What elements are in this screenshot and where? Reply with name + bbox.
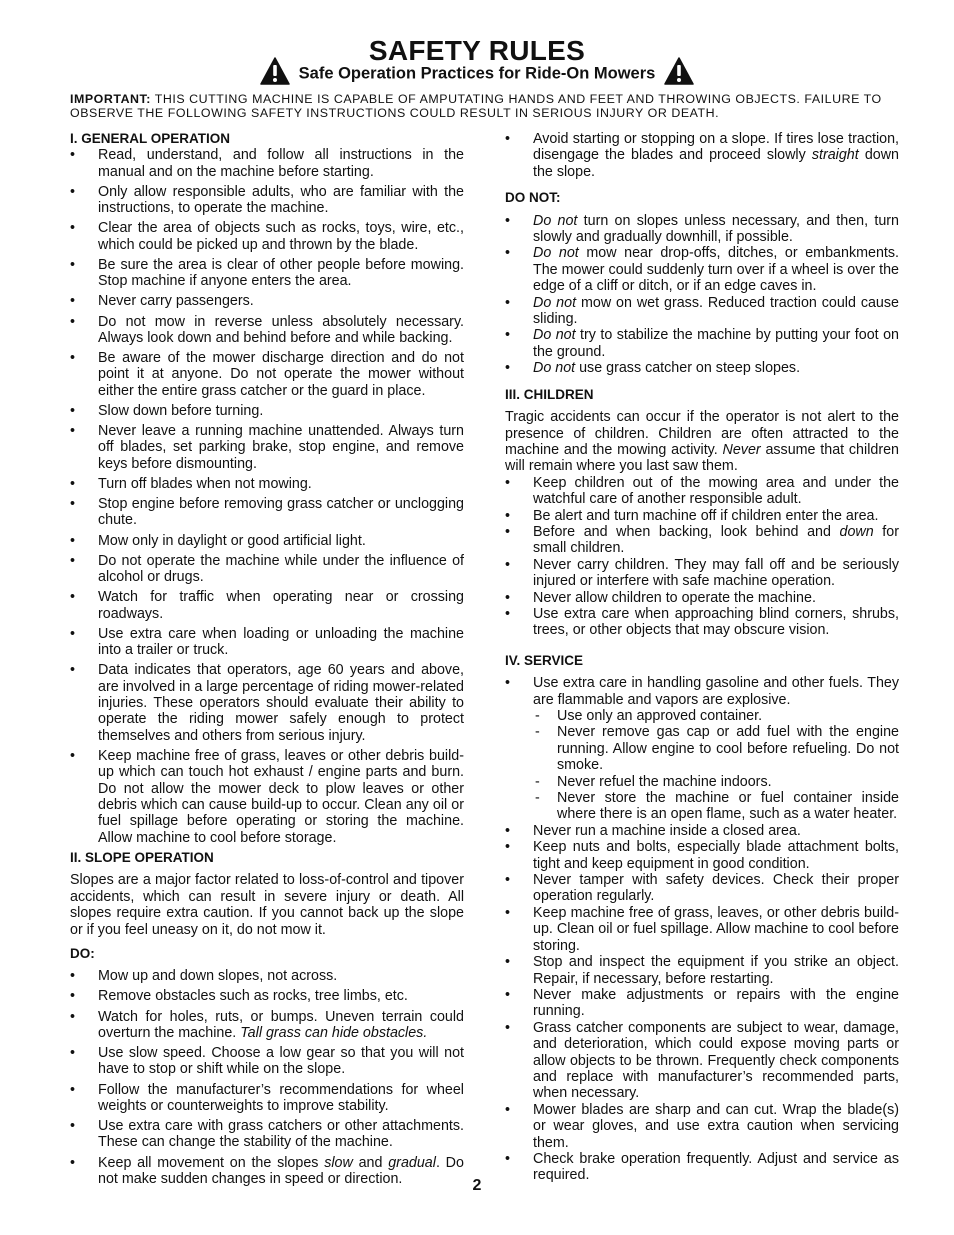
list-item: • Mow up and down slopes, not across. (70, 968, 464, 984)
list-item: • Avoid starting or stopping on a slope. If tires lose traction, disengage the blades and proceed slowly straight down the slope. (505, 131, 899, 180)
subtitle-text: Safe Operation Practices for Ride-On Mowers (298, 64, 656, 83)
list-item: • Read, understand, and follow all instructions in the manual and on the machine before starting. (70, 147, 464, 180)
list-item: • Do not use grass catcher on steep slopes. (505, 360, 899, 376)
list-item: • Only allow responsible adults, who are familiar with the instructions, to operate the machine. (70, 184, 464, 217)
list-item: • Never leave a running machine unattended. Always turn off blades, set parking brake, stop engine, and remove keys before dismounting. (70, 423, 464, 472)
children-heading: III. CHILDREN (505, 386, 594, 402)
children-intro: Tragic accidents can occur if the operator is not alert to the presence of children. Children are often attracted to the machine and the mowing activity. Never assume that children will remain where you last saw them. (505, 409, 899, 475)
important-notice (70, 93, 900, 120)
important-label: IMPORTANT: (70, 92, 151, 106)
list-item: • Never tamper with safety devices. Check their proper operation regularly. (505, 872, 899, 905)
service-list (505, 675, 899, 1184)
list-item: • Use extra care in handling gasoline and other fuels. They are flammable and vapors are explosive. - Use only an approved container. - Never remove gas cap or add fuel with the engine running. Allow engine to cool before refueling. Do not smoke. - Never refuel the machine indoors. - Never store the machine or fuel container inside where there is an open flame, such as a water heater. (505, 675, 899, 823)
list-item: • Use slow speed. Choose a low gear so that you will not have to stop or shift while on the slope. (70, 1045, 464, 1078)
list-item: • Keep machine free of grass, leaves, or other debris build-up. Clean oil or fuel spillage. Allow machine to cool before storing. (505, 905, 899, 954)
list-item: • Slow down before turning. (70, 403, 464, 419)
list-item: • Do not mow on wet grass. Reduced traction could cause sliding. (505, 295, 899, 328)
list-item: • Be aware of the mower discharge direction and do not point it at anyone. Do not operate the mower without either the entire grass catcher or the guard in place. (70, 350, 464, 399)
sub-list-item: - Never refuel the machine indoors. (533, 774, 899, 790)
list-item: • Do not mow in reverse unless absolutely necessary. Always look down and behind before and while backing. (70, 314, 464, 347)
list-item: • Never carry passengers. (70, 293, 464, 309)
list-item: • Check brake operation frequently. Adjust and service as required. (505, 1151, 899, 1184)
list-item: • Use extra care when approaching blind corners, shrubs, trees, or other objects that may obscure vision. (505, 606, 899, 639)
list-item: • Do not turn on slopes unless necessary, and then, turn slowly and gradually downhill, if possible. (505, 213, 899, 246)
list-item: • Use extra care when loading or unloading the machine into a trailer or truck. (70, 626, 464, 659)
do-heading: DO: (70, 945, 95, 961)
do-not-heading: DO NOT: (505, 190, 561, 206)
list-item: • Stop engine before removing grass catcher or unclogging chute. (70, 496, 464, 529)
warning-triangle-icon (260, 57, 290, 85)
list-item: • Use extra care with grass catchers or other attachments. These can change the stability of the machine. (70, 1118, 464, 1151)
important-text: THIS CUTTING MACHINE IS CAPABLE OF AMPUTATING HANDS AND FEET AND THROWING OBJECTS. FAILURE TO OBSERVE THE FOLLOWING SAFETY INSTRUCTIONS COULD RESULT IN SERIOUS INJURY OR DEATH. (70, 92, 882, 120)
list-item: • Mow only in daylight or good artificial light. (70, 533, 464, 549)
list-item: • Data indicates that operators, age 60 years and above, are involved in a large percentage of riding mower-related injuries. These operators should evaluate their ability to operate the riding mower safely enough to protect themselves and others from serious injury. (70, 662, 464, 744)
list-item: • Watch for holes, ruts, or bumps. Uneven terrain could overturn the machine. Tall grass can hide obstacles. (70, 1009, 464, 1042)
slope-intro: Slopes are a major factor related to loss-of-control and tipover accidents, which can result in severe injury or death. All slopes require extra caution. If you cannot back up the slope or if you feel uneasy on it, do not mow it. (70, 872, 464, 938)
list-item: • Never make adjustments or repairs with the engine running. (505, 987, 899, 1020)
page-number: 2 (472, 1177, 482, 1194)
sub-list-item: - Never store the machine or fuel container inside where there is an open flame, such as a water heater. (533, 790, 899, 823)
list-item: • Keep children out of the mowing area and under the watchful care of another responsible adult. (505, 475, 899, 508)
list-item: • Be alert and turn machine off if children enter the area. (505, 508, 899, 524)
list-item: • Clear the area of objects such as rocks, toys, wire, etc., which could be picked up and thrown by the blade. (70, 220, 464, 253)
list-item: • Never run a machine inside a closed area. (505, 823, 899, 839)
list-item: • Turn off blades when not mowing. (70, 476, 464, 492)
do-not-list (505, 213, 899, 377)
right-column (505, 131, 899, 1184)
section-subtitle (0, 60, 954, 88)
list-item: • Do not mow near drop-offs, ditches, or embankments. The mower could suddenly turn over if a wheel is over the edge of a cliff or ditch, or if an edge caves in. (505, 245, 899, 294)
list-item: • Never allow children to operate the machine. (505, 590, 899, 606)
list-item: • Mower blades are sharp and can cut. Wrap the blade(s) or wear gloves, and use extra caution when servicing them. (505, 1102, 899, 1151)
list-item: • Do not operate the machine while under the influence of alcohol or drugs. (70, 553, 464, 586)
general-operation-list (70, 147, 464, 846)
service-heading: IV. SERVICE (505, 652, 584, 668)
warning-triangle-icon (664, 57, 694, 85)
children-list (505, 475, 899, 639)
general-operation-heading: I. GENERAL OPERATION (70, 131, 231, 146)
do-list (70, 968, 464, 1187)
left-column (70, 131, 464, 1191)
list-item: • Keep all movement on the slopes slow and gradual. Do not make sudden changes in speed or direction. (70, 1155, 464, 1188)
list-item: • Keep nuts and bolts, especially blade attachment bolts, tight and keep equipment in good condition. (505, 839, 899, 872)
list-item: • Keep machine free of grass, leaves or other debris build-up which can touch hot exhaust / engine parts and burn. Do not allow the mower deck to plow leaves or other debris which can cause build-up to occur. Clean any oil or fuel spillage before operating or storing the machine. Allow machine to cool before storage. (70, 748, 464, 846)
page-title: SAFETY RULES (368, 35, 586, 66)
list-item: • Remove obstacles such as rocks, tree limbs, etc. (70, 988, 464, 1004)
list-item: • Follow the manufacturer’s recommendations for wheel weights or counterweights to improve stability. (70, 1082, 464, 1115)
list-item: • Never carry children. They may fall off and be seriously injured or interfere with safe machine operation. (505, 557, 899, 590)
sub-list-item: - Never remove gas cap or add fuel with the engine running. Allow engine to cool before refueling. Do not smoke. (533, 724, 899, 773)
list-item: • Do not try to stabilize the machine by putting your foot on the ground. (505, 327, 899, 360)
list-item: • Watch for traffic when operating near or crossing roadways. (70, 589, 464, 622)
list-item: • Be sure the area is clear of other people before mowing. Stop machine if anyone enters the area. (70, 257, 464, 290)
fuel-sub-list (533, 708, 899, 823)
sub-list-item: - Use only an approved container. (533, 708, 899, 724)
list-item: • Grass catcher components are subject to wear, damage, and deterioration, which could expose moving parts or allow objects to be thrown. Frequently check components and replace with manufacturer’s recommended parts, when necessary. (505, 1020, 899, 1102)
list-item: • Stop and inspect the equipment if you strike an object. Repair, if necessary, before restarting. (505, 954, 899, 987)
list-item: • Before and when backing, look behind and down for small children. (505, 524, 899, 557)
slope-operation-heading: II. SLOPE OPERATION (70, 849, 214, 865)
do-list-continued (505, 131, 899, 180)
